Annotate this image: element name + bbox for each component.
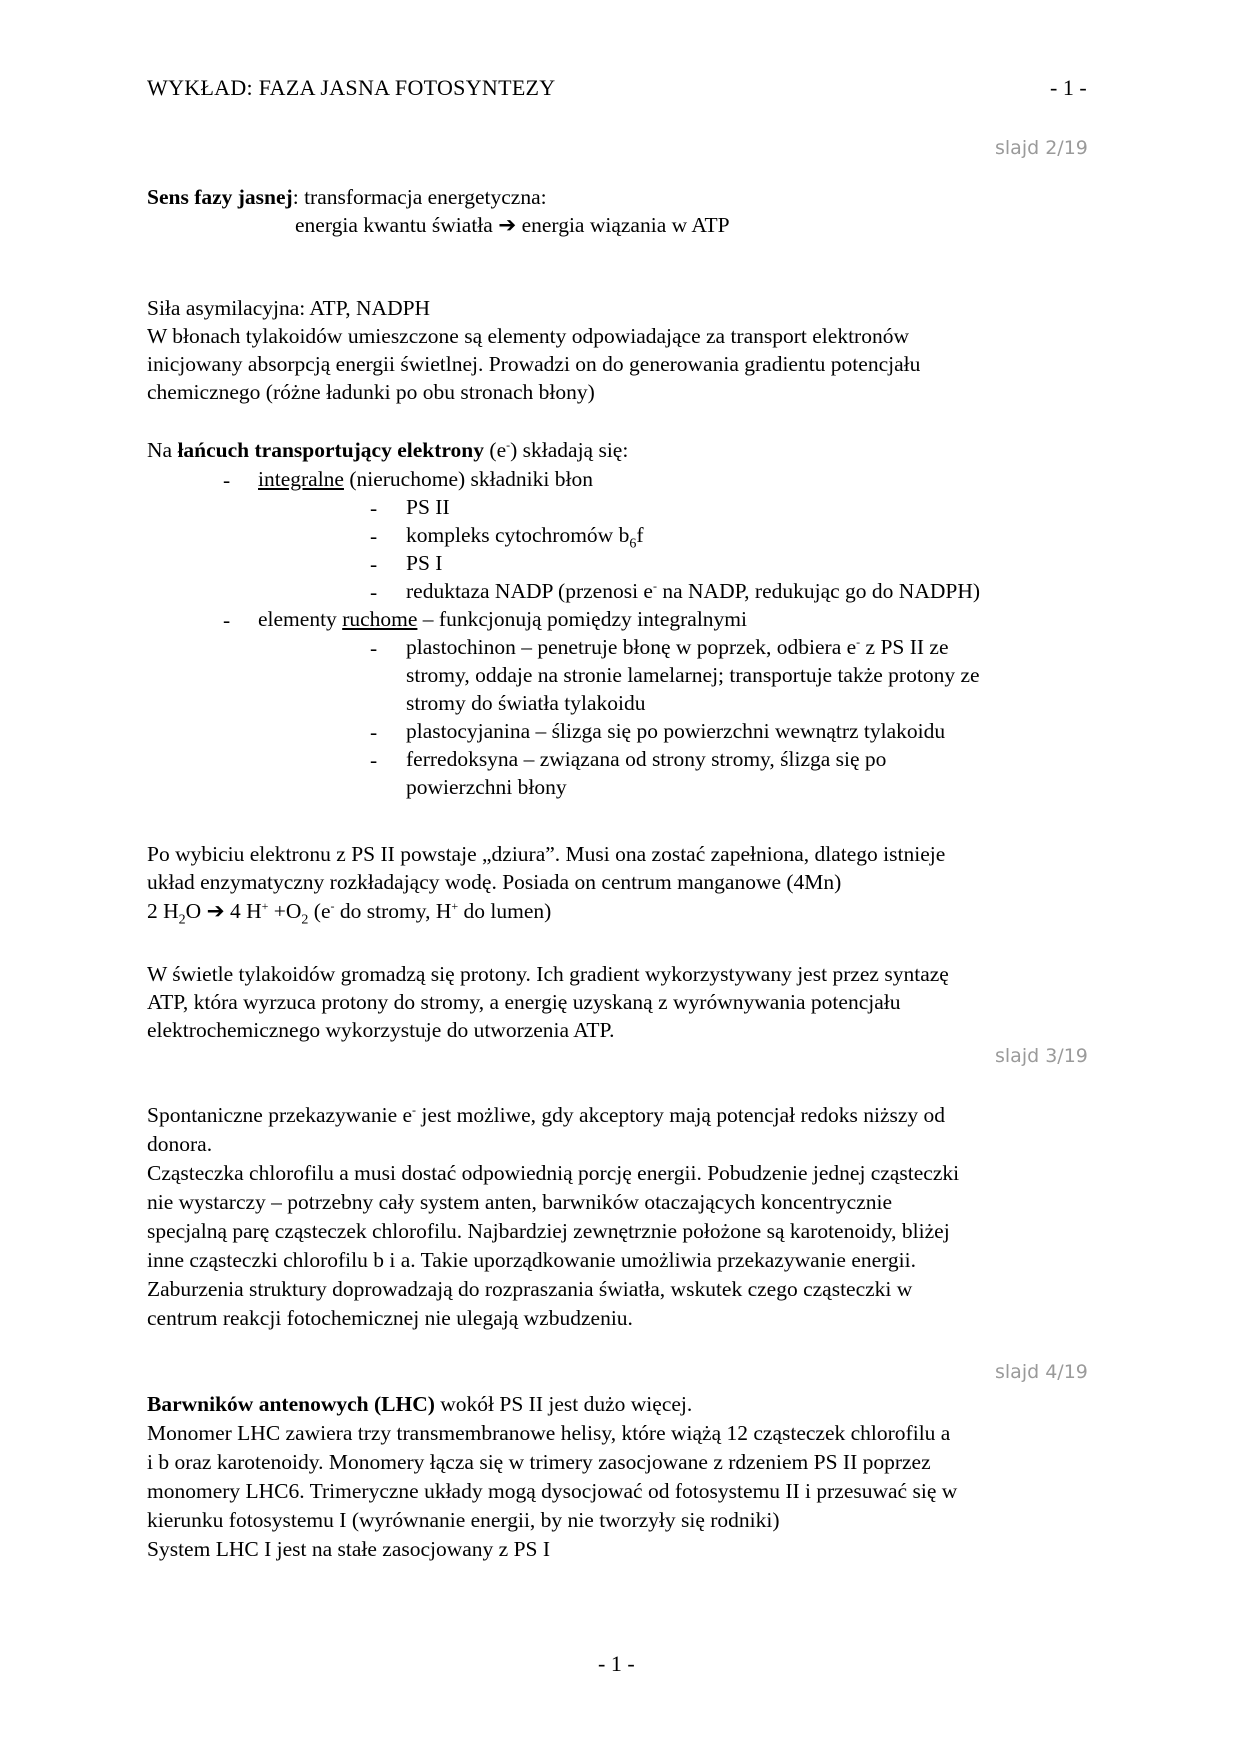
bullet-dash: - xyxy=(370,720,378,744)
integral-item: PS I xyxy=(406,551,443,575)
lhc-line: monomery LHC6. Trimeryczne układy mogą dysocjować od fotosystemu II i przesuwać się w xyxy=(147,1479,958,1503)
para2-line: ATP, która wyrzuca protony do stromy, a energię uzyskaną z wyrównywania potencjału xyxy=(147,990,901,1014)
cytochrome-text: kompleks cytochromów b xyxy=(406,523,630,547)
superscript: + xyxy=(261,898,269,913)
bullet-dash: - xyxy=(370,636,378,660)
para2-line: elektrochemicznego wykorzystuje do utworzenia ATP. xyxy=(147,1018,615,1042)
header-page-number: - 1 - xyxy=(1050,75,1087,100)
eq-part: 2 H xyxy=(147,899,179,923)
slide-marker: slajd 3/19 xyxy=(995,1045,1088,1067)
eq-part: 4 H xyxy=(224,899,262,923)
eq-part: +O xyxy=(268,899,302,923)
sens-transform xyxy=(295,211,730,240)
superscript: - xyxy=(330,898,335,913)
para3-b: jest możliwe, gdy akceptory mają potencjał redoks niższy od xyxy=(416,1103,946,1127)
superscript: - xyxy=(652,578,657,593)
sens-rest: : transformacja energetyczna: xyxy=(292,185,547,209)
bullet-dash: - xyxy=(223,468,231,492)
chain-mid: (e xyxy=(484,438,507,462)
mobile-rest: – funkcjonują pomiędzy integralnymi xyxy=(417,607,747,631)
eq-part: do stromy, H xyxy=(334,899,452,923)
plasto-rest: z PS II ze xyxy=(860,635,949,659)
para3-a: Spontaniczne przekazywanie e xyxy=(147,1103,413,1127)
para3-line: Zaburzenia struktury doprowadzają do rozpraszania światła, wskutek czego cząsteczki w xyxy=(147,1277,913,1301)
sens-line xyxy=(147,183,547,211)
nadp-rest: na NADP, redukując go do NADPH) xyxy=(656,579,981,603)
para3-line: nie wystarczy – potrzebny cały system anten, barwników otaczających koncentrycznie xyxy=(147,1190,893,1214)
chain-bold: łańcuch transportujący elektrony xyxy=(177,438,485,462)
chain-pre: Na xyxy=(147,438,178,462)
superscript: - xyxy=(412,1102,417,1117)
cytochrome-f: f xyxy=(636,523,644,547)
integral-item xyxy=(406,521,644,552)
plasto-text: plastochinon – penetruje błonę w poprzek, odbiera e xyxy=(406,635,857,659)
dziura-line: Po wybiciu elektronu z PS II powstaje „dziura”. Musi ona zostać zapełniona, dlatego istnieje xyxy=(147,842,946,866)
slide-marker: slajd 4/19 xyxy=(995,1361,1088,1383)
lhc-line: kierunku fotosystemu I (wyrównanie energii, by nie tworzyły się rodniki) xyxy=(147,1508,780,1532)
arrow-icon: ➔ xyxy=(498,213,517,238)
para1-line: inicjowany absorpcją energii świetlnej. Prowadzi on do generowania gradientu potencjału xyxy=(147,352,921,376)
slide-marker: slajd 2/19 xyxy=(995,137,1088,159)
superscript: + xyxy=(451,898,459,913)
header-title: WYKŁAD: FAZA JASNA FOTOSYNTEZY xyxy=(147,75,556,100)
para1-line: W błonach tylakoidów umieszczone są elementy odpowiadające za transport elektronów xyxy=(147,324,909,348)
eq-part: do lumen) xyxy=(458,899,552,923)
bullet-dash: - xyxy=(223,608,231,632)
subscript: 6 xyxy=(629,536,637,552)
para3-line: Cząsteczka chlorofilu a musi dostać odpowiednią porcję energii. Pobudzenie jednej cząsteczki xyxy=(147,1161,960,1185)
eq-part: (e xyxy=(308,899,331,923)
mobile-item: plastocyjanina – ślizga się po powierzchni wewnątrz tylakoidu xyxy=(406,719,946,743)
energy-target: energia wiązania w ATP xyxy=(521,213,730,237)
para3-line: inne cząsteczki chlorofilu b i a. Takie uporządkowanie umożliwia przekazywanie energii. xyxy=(147,1248,916,1272)
integral-underlined: integralne xyxy=(258,467,344,491)
mobile-item-cont: powierzchni błony xyxy=(406,775,567,799)
arrow-icon: ➔ xyxy=(206,899,225,924)
lhc-line: Monomer LHC zawiera trzy transmembranowe helisy, które wiążą 12 cząsteczek chlorofilu a xyxy=(147,1421,951,1445)
mobile-underlined: ruchome xyxy=(342,607,418,631)
mobile-heading xyxy=(258,605,747,633)
para2-line: W świetle tylakoidów gromadzą się protony. Ich gradient wykorzystywany jest przez syntazę xyxy=(147,962,949,986)
lhc-bold: Barwników antenowych (LHC) xyxy=(147,1392,435,1416)
mobile-item: ferredoksyna – związana od strony stromy, ślizga się po xyxy=(406,747,887,771)
bullet-dash: - xyxy=(370,496,378,520)
bullet-dash: - xyxy=(370,580,378,604)
subscript: 2 xyxy=(301,912,309,928)
sens-label: Sens fazy jasnej xyxy=(147,185,293,209)
subscript: 2 xyxy=(178,912,186,928)
nadp-text: reduktaza NADP (przenosi e xyxy=(406,579,653,603)
integral-heading xyxy=(258,465,593,493)
mobile-pre: elementy xyxy=(258,607,343,631)
lhc-rest: wokół PS II jest dużo więcej. xyxy=(434,1392,693,1416)
para3-line xyxy=(147,1101,945,1129)
superscript: - xyxy=(506,437,511,452)
integral-item xyxy=(406,577,980,605)
eq-part: O xyxy=(185,899,202,923)
chain-post: ) składają się: xyxy=(510,438,629,462)
mobile-item xyxy=(406,633,949,661)
mobile-item-cont: stromy do światła tylakoidu xyxy=(406,691,646,715)
bullet-dash: - xyxy=(370,524,378,548)
water-equation xyxy=(147,897,551,926)
lhc-heading xyxy=(147,1390,692,1418)
mobile-item-cont: stromy, oddaje na stronie lamelarnej; transportuje także protony ze xyxy=(406,663,980,687)
sila-line: Siła asymilacyjna: ATP, NADPH xyxy=(147,296,431,320)
bullet-dash: - xyxy=(370,748,378,772)
chain-heading xyxy=(147,436,628,464)
footer-page-number: - 1 - xyxy=(598,1651,635,1676)
integral-item: PS II xyxy=(406,495,450,519)
energy-source: energia kwantu światła xyxy=(295,213,493,237)
lhc-line: System LHC I jest na stałe zasocjowany z PS I xyxy=(147,1537,551,1561)
dziura-line: układ enzymatyczny rozkładający wodę. Posiada on centrum manganowe (4Mn) xyxy=(147,870,842,894)
superscript: - xyxy=(856,634,861,649)
para3-line: specjalną parę cząsteczek chlorofilu. Najbardziej zewnętrznie położone są karotenoidy, bliżej xyxy=(147,1219,950,1243)
lhc-line: i b oraz karotenoidy. Monomery łącza się w trimery zasocjowane z rdzeniem PS II poprzez xyxy=(147,1450,931,1474)
para1-line: chemicznego (różne ładunki po obu stronach błony) xyxy=(147,380,595,404)
para3-line: donora. xyxy=(147,1132,213,1156)
integral-rest: (nieruchome) składniki błon xyxy=(343,467,593,491)
bullet-dash: - xyxy=(370,552,378,576)
para3-line: centrum reakcji fotochemicznej nie ulegają wzbudzeniu. xyxy=(147,1306,633,1330)
